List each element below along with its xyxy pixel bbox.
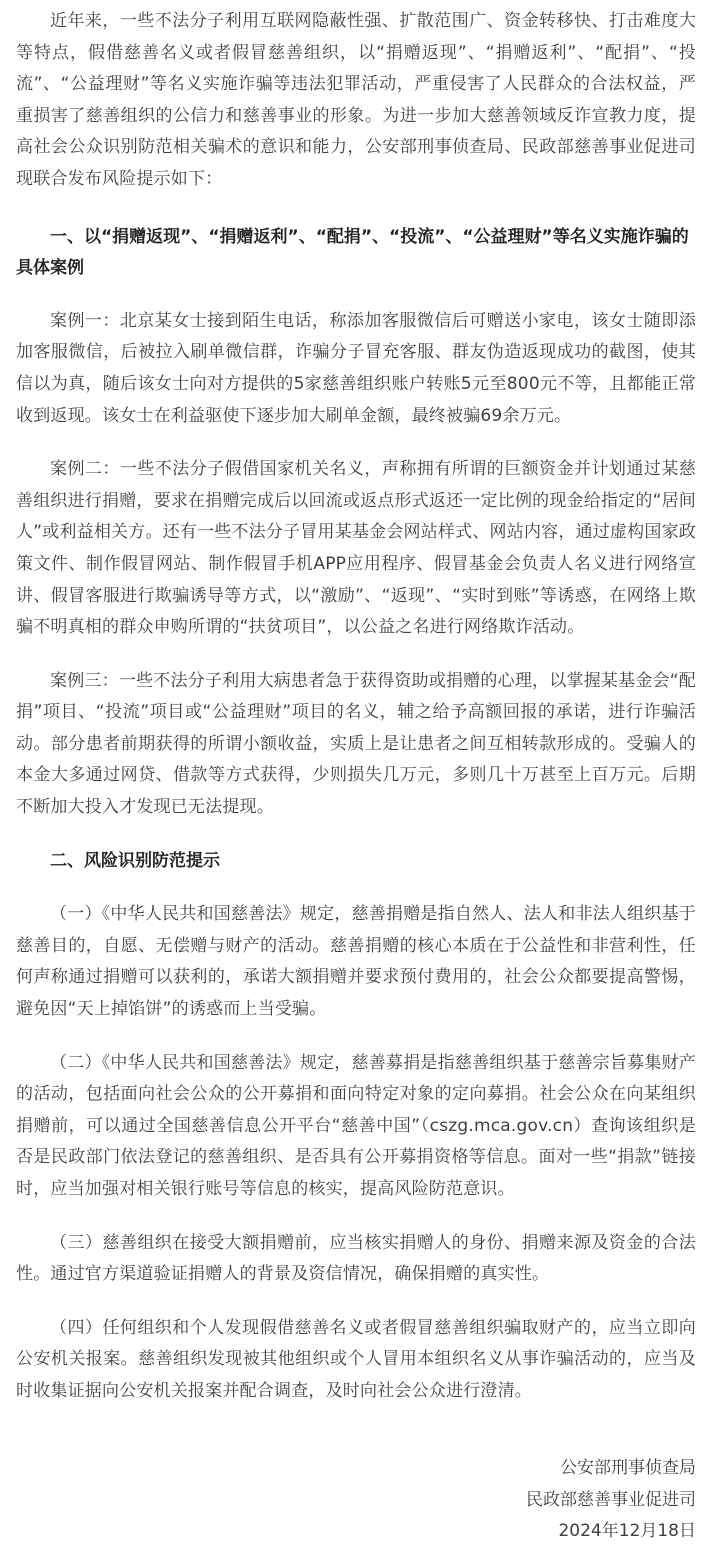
tip-3-paragraph: （三）慈善组织在接受大额捐赠前，应当核实捐赠人的身份、捐赠来源及资金的合法性。通过官方渠道验证捐赠人的背景及资信情况，确保捐赠的真实性。: [16, 1232, 696, 1285]
signature-date: 2024年12月18日: [558, 1521, 696, 1541]
tip-4-paragraph: （四）任何组织和个人发现假借慈善名义或者假冒慈善组织骗取财产的，应当立即向公安机关报案。慈善组织发现被其他组织或个人冒用本组织名义从事诈骗活动的，应当及时收集证据向公安机关报案并配合调查，及时向社会公众进行澄清。: [16, 1317, 696, 1401]
section-2-heading: 二、风险识别防范提示: [50, 850, 220, 871]
case-2-paragraph: 案例二：一些不法分子假借国家机关名义，声称拥有所谓的巨额资金并计划通过某慈善组织进行捐赠，要求在捐赠完成后以回流或返点形式返还一定比例的现金给指定的“居间人”或利益相关方。还有一些不法分子冒用某基金会网站样式、网站内容，通过虚构国家政策文件、制作假冒网站、制作假冒手机APP应用程序、假冒基金会负责人名义进行网络宣讲、假冒客服进行欺骗诱导等方式，以“激励”、“返现”、“实时到账”等诱惑，在网络上欺骗不明真相的群众申购所谓的“扶贫项目”，以公益之名进行网络欺诈活动。: [16, 459, 696, 638]
signature-org-civil-affairs: 民政部慈善事业促进司: [526, 1489, 696, 1510]
tip-2-paragraph: （二）《中华人民共和国慈善法》规定，慈善募捐是指慈善组织基于慈善宗旨募集财产的活动，包括面向社会公众的公开募捐和面向特定对象的定向募捐。社会公众在向某组织捐赠前，可以通过全国慈善信息公开平台“慈善中国”（cszg.mca.gov.cn）查询该组织是否是民政部门依法登记的慈善组织、是否具有公开募捐资格等信息。面对一些“捐款”链接时，应当加强对相关银行账号等信息的核实，提高风险防范意识。: [16, 1052, 696, 1199]
section-1-heading: 一、以“捐赠返现”、“捐赠返利”、“配捐”、“投流”、“公益理财”等名义实施诈骗的具体案例: [16, 226, 689, 279]
signature-block: [526, 1453, 696, 1548]
case-1-paragraph: 案例一：北京某女士接到陌生电话，称添加客服微信后可赠送小家电，该女士随即添加客服微信，后被拉入刷单微信群，诈骗分子冒充客服、群友伪造返现成功的截图，使其信以为真，随后该女士向对方提供的5家慈善组织账户转账5元至800元不等，且都能正常收到返现。该女士在利益驱使下逐步加大刷单金额，最终被骗69余万元。: [16, 310, 696, 426]
signature-org-police: 公安部刑事侦查局: [560, 1458, 696, 1478]
tip-1-paragraph: （一）《中华人民共和国慈善法》规定，慈善捐赠是指自然人、法人和非法人组织基于慈善目的，自愿、无偿赠与财产的活动。慈善捐赠的核心本质在于公益性和非营利性，任何声称通过捐赠可以获利的，承诺大额捐赠并要求预付费用的，社会公众都要提高警惕，避免因“天上掉馅饼”的诱惑而上当受骗。: [16, 904, 696, 1020]
intro-paragraph: 近年来，一些不法分子利用互联网隐蔽性强、扩散范围广、资金转移快、打击难度大等特点，假借慈善名义或者假冒慈善组织，以“捐赠返现”、“捐赠返利”、“配捐”、“投流”、“公益理财”等名义实施诈骗等违法犯罪活动，严重侵害了人民群众的合法权益，严重损害了慈善组织的公信力和慈善事业的形象。为进一步加大慈善领域反诈宣教力度，提高社会公众识别防范相关骗术的意识和能力，公安部刑事侦查局、民政部慈善事业促进司现联合发布风险提示如下：: [16, 11, 696, 189]
case-3-paragraph: 案例三：一些不法分子利用大病患者急于获得资助或捐赠的心理，以掌握某基金会“配捐”项目、“投流”项目或“公益理财”项目的名义，辅之给予高额回报的承诺，进行诈骗活动。部分患者前期获得的所谓小额收益，实质上是让患者之间互相转款形成的。受骗人的本金大多通过网贷、借款等方式获得，少则损失几万元，多则几十万甚至上百万元。后期不断加大投入才发现已无法提现。: [16, 670, 696, 818]
